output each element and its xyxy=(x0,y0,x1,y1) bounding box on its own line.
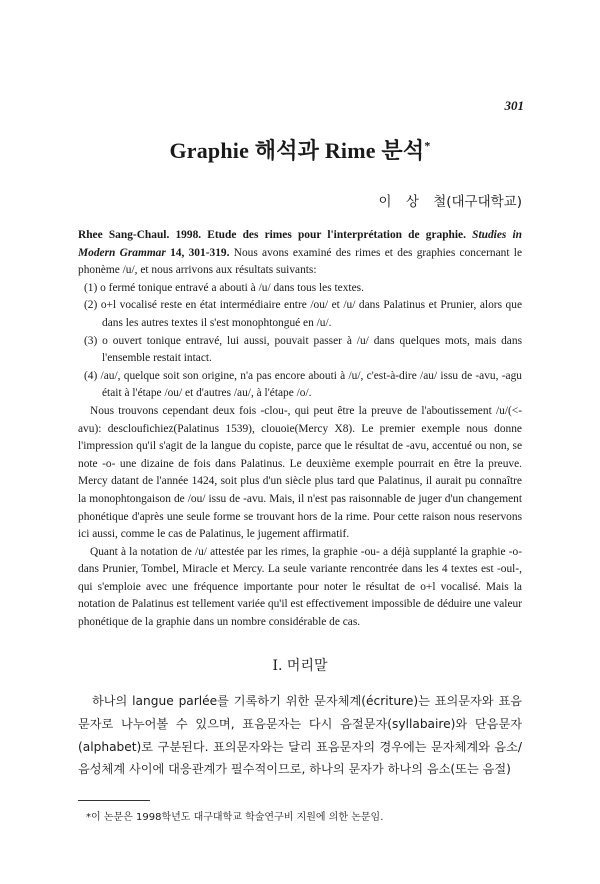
abstract-item-2: (2) o+l vocalisé reste en état intermédiaire entre /ou/ et /u/ dans Palatinus et Prunier, alors que dans les autres textes il s'est monophtongué en /u/. xyxy=(84,299,522,329)
paper-title-text: Graphie 해석과 Rime 분석 xyxy=(169,138,425,163)
abstract-intro: Nous avons examiné des rimes et des graphies concernant le phonème /u/, et nous arrivons aux résultats suivants: xyxy=(78,246,523,277)
abstract-journal: Studies in Modern Grammar xyxy=(78,229,522,259)
abstract-intro-paragraph xyxy=(78,227,522,280)
abstract-item-1: (1) o fermé tonique entravé a abouti à /u/ dans tous les textes. xyxy=(84,281,364,294)
paper-title xyxy=(0,134,600,165)
abstract-item-4: (4) /au/, quelque soit son origine, n'a pas encore abouti à /u/, c'est-à-dire /au/ issu de -avu, -agu était à l'étape /ou/ et d'autres /au/, à l'étape /o/. xyxy=(84,369,522,400)
author-name: 이 상 철 xyxy=(378,194,447,210)
author-line xyxy=(379,190,522,210)
abstract xyxy=(78,227,522,632)
section-body-paragraph: 하나의 langue parlée를 기록하기 위한 문자체계(écriture)는 표의문자와 표음문자로 나누어볼 수 있으며, 표음문자는 다시 음절문자(syllabaire)와 단음문자(alphabet)로 구분된다. 표의문자와는 달리 표음문자의 경우에는 문자체계와 음소/음성체계 사이에 대응관계가 필수적이므로, 하나의 문자가 하나의 음소(또는 음절) xyxy=(78,694,522,777)
footnote-divider xyxy=(78,800,150,801)
section-body xyxy=(78,690,522,781)
title-footnote-mark: * xyxy=(424,138,431,153)
footnote: *이 논문은 1998학년도 대구대학교 학술연구비 지원에 의한 논문임. xyxy=(86,812,384,823)
abstract-citation: Rhee Sang-Chaul. 1998. Etude des rimes pour l'interprétation de graphie. xyxy=(78,229,466,241)
section-heading: I. 머리말 xyxy=(272,658,328,674)
abstract-paragraph-2: Nous trouvons cependant deux fois -clou-, qui peut être la preuve de l'aboutissement /u/(<-avu): descloufichiez(Palatinus 1539), clouoie(Mercy X8). Le premier exemple nous donne l'impression qu'il s'agit de la langue du copiste, parce que le résultat de -avu, accentué ou non, se note -o- une dizaine de fois dans Palatinus. Le deuxième exemple pourrait en être la preuve. Mercy datant de l'année 1424, soit plus d'un siècle plus tard que Palatinus, il aurait pu connaître la monophtongaison de /ou/ issu de -avu. Mais, il n'est pas raisonnable de juger d'un changement phonétique d'après une seule forme se trouvant hors de la rime. Pour cette raison nous reservons ici aussi, comme le cas de Palatinus, le jugement affirmatif. xyxy=(78,404,522,541)
abstract-volume-pages: 14, 301-319. xyxy=(170,246,230,259)
author-affiliation: (대구대학교) xyxy=(446,194,522,210)
abstract-item-3: (3) o ouvert tonique entravé, lui aussi, pouvait passer à /u/ dans quelques mots, mais dans l'ensemble restait intact. xyxy=(84,334,522,365)
page-number: 301 xyxy=(504,98,524,113)
abstract-paragraph-3: Quant à la notation de /u/ attestée par les rimes, la graphie -ou- a déjà supplanté la graphie -o- dans Prunier, Tombel, Miracle et Mercy. La seule variante rencontrée dans les 4 textes est -oul-, qui s'emploie avec une fréquence importante pour noter le résultat de o+l vocalisé. Mais la notation de Palatinus est tellement variée qu'il est effectivement impossible de déduire une valeur phonétique de la graphie dans un nombre considérable de cas. xyxy=(78,545,522,629)
